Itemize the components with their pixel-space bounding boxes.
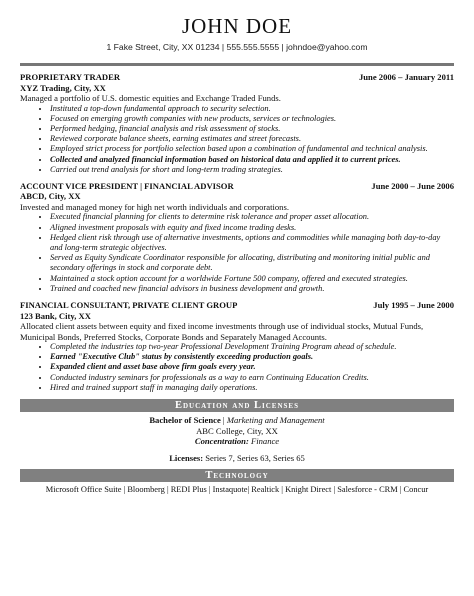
bullet: • Conducted industry seminars for professionals as a way to earn Continuing Education Credits. xyxy=(50,373,454,383)
job-bullets xyxy=(20,342,454,393)
technology-list: Microsoft Office Suite | Bloomberg | REDI Plus | Instaquote| Realtick | Knight Direct | Salesforce - CRM | Concur xyxy=(45,485,429,495)
header-divider xyxy=(20,63,454,66)
education-block xyxy=(20,415,454,447)
job-summary: Invested and managed money for high net worth individuals and corporations. xyxy=(20,201,289,212)
bullet: • Expanded client and asset base above firm goals every year. xyxy=(50,362,454,372)
bullet: • Maintained a stock option account for a worldwide Fortune 500 company, offered and executed strategies. xyxy=(50,274,454,284)
bullet: • Performed hedging, financial analysis and risk assessment of stocks. xyxy=(50,124,454,134)
school: ABC College, City, XX xyxy=(196,425,278,436)
job-dates: July 1995 – June 2000 xyxy=(373,300,454,311)
degree: Bachelor of Science xyxy=(149,415,221,426)
bullet: • Carried out trend analysis for short and long-term trading strategies. xyxy=(50,165,454,175)
degree-separator: | xyxy=(220,415,227,426)
bullet: • Collected and analyzed financial information based on historical data and applied it to current prices. xyxy=(50,155,454,165)
bullet: • Instituted a top-down fundamental approach to security selection. xyxy=(50,104,454,114)
bullet: • Hired and trained support staff in managing daily operations. xyxy=(50,383,454,393)
concentration: Finance xyxy=(250,436,280,447)
licenses-label: Licenses: xyxy=(169,452,204,463)
bullet: • Employed strict process for portfolio selection based upon a combination of fundamental and technical analysis. xyxy=(50,144,454,154)
job-title: FINANCIAL CONSULTANT, PRIVATE CLIENT GROUP xyxy=(20,300,238,311)
job-header xyxy=(20,72,454,83)
bullet: • Served as Equity Syndicate Coordinator responsible for allocating, distributing and monitoring initial public and secondary offerings in stock and corporate debt. xyxy=(50,253,454,273)
bullet: • Trained and coached new financial advisors in business development and growth. xyxy=(50,284,454,294)
job-entry xyxy=(20,181,454,294)
bullet: • Hedged client risk through use of alternative investments, options and commodities while managing both day-to-day and long-term strategic objectives. xyxy=(50,233,454,253)
job-entry xyxy=(20,300,454,393)
job-header xyxy=(20,181,454,192)
contact-line: 1 Fake Street, City, XX 01234 | 555.555.5555 | johndoe@yahoo.com xyxy=(106,42,368,52)
bullet: • Aligned investment proposals with equity and fixed income trading desks. xyxy=(50,223,454,233)
bullet: • Executed financial planning for clients to determine risk tolerance and proper asset allocation. xyxy=(50,212,454,222)
concentration-label: Concentration: xyxy=(194,436,249,447)
concentration-line xyxy=(20,436,454,447)
job-company: ABCD, City, XX xyxy=(20,191,81,202)
licenses: Series 7, Series 63, Series 65 xyxy=(205,452,305,463)
licenses-line xyxy=(20,453,454,464)
job-dates: June 2000 – June 2006 xyxy=(371,180,454,191)
job-company: XYZ Trading, City, XX xyxy=(20,82,106,93)
major: Marketing and Management xyxy=(226,415,325,426)
candidate-name: JOHN DOE xyxy=(181,14,293,38)
job-title: ACCOUNT VICE PRESIDENT | FINANCIAL ADVISOR xyxy=(20,180,234,191)
job-header xyxy=(20,300,454,311)
job-dates: June 2006 – January 2011 xyxy=(358,72,454,82)
technology-heading: Technology xyxy=(20,469,454,482)
bullet: • Reviewed corporate balance sheets, earning estimates and street forecasts. xyxy=(50,134,454,144)
bullet: • Earned "Executive Club" status by consistently exceeding production goals. xyxy=(50,352,454,362)
education-heading: Education and Licenses xyxy=(20,399,454,412)
bullet: • Focused on emerging growth companies with new products, services or technologies. xyxy=(50,114,454,124)
job-bullets xyxy=(20,212,454,294)
job-entry xyxy=(20,72,454,175)
degree-line xyxy=(20,415,454,426)
job-bullets xyxy=(20,104,454,175)
bullet: • Completed the industries top two-year Professional Development Training Program ahead of schedule. xyxy=(50,342,454,352)
job-summary: Managed a portfolio of U.S. domestic equities and Exchange Traded Funds. xyxy=(20,93,281,103)
job-summary: Allocated client assets between equity and fixed income investments through use of individual stocks, Mutual Funds, Municipal Bonds, Preferred Stocks, Corporate Bonds and Separately Managed Accounts. xyxy=(20,321,424,342)
job-title: PROPRIETARY TRADER xyxy=(20,72,121,82)
job-company: 123 Bank, City, XX xyxy=(20,310,91,321)
